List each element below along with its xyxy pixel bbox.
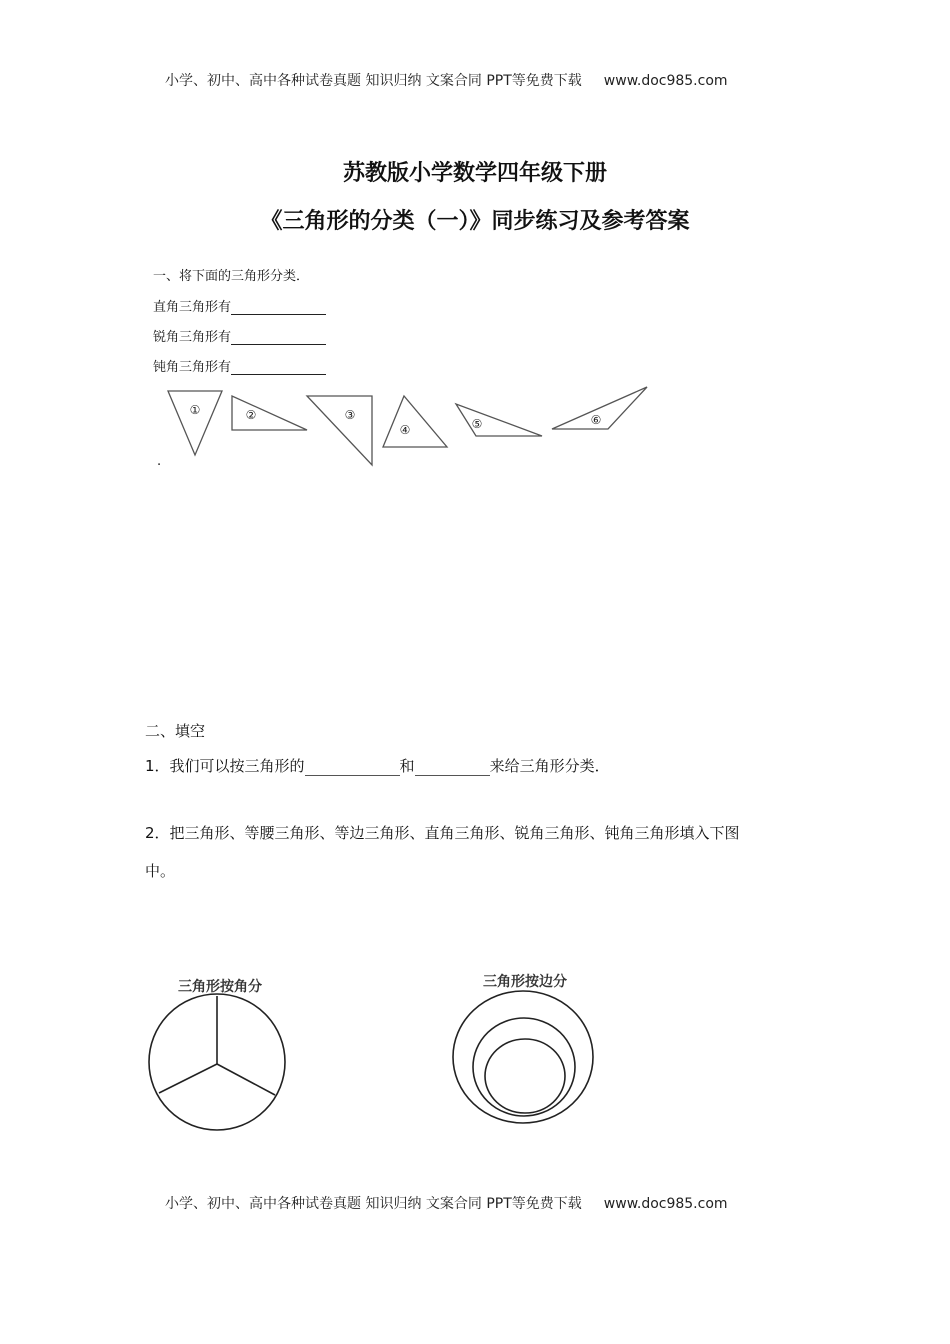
q1-text: 和 xyxy=(399,757,415,775)
question-2-line-1: 2．把三角形、等腰三角形、等边三角形、直角三角形、锐角三角形、钝角三角形填入下图 xyxy=(145,824,740,842)
inner-ellipse xyxy=(485,1039,565,1113)
footer-site: www.doc985.com xyxy=(603,1196,728,1212)
q1-text: 1．我们可以按三角形的 xyxy=(145,757,305,775)
triangle-label: ③ xyxy=(344,408,356,422)
footer-text: 小学、初中、高中各种试卷真题 知识归纳 文案合同 PPT等免费下载 xyxy=(165,1196,582,1212)
triangle-2 xyxy=(232,396,307,430)
page-footer xyxy=(165,1193,728,1213)
title-line-2: 《三角形的分类（一）》同步练习及参考答案 xyxy=(260,209,690,234)
triangle-label: ① xyxy=(189,403,201,417)
triangle-4 xyxy=(383,396,447,447)
row-label: 直角三角形有 xyxy=(153,300,232,315)
header-site: www.doc985.com xyxy=(603,73,728,89)
triangle-1 xyxy=(168,391,222,455)
triangle-label: ② xyxy=(245,408,257,422)
header-text: 小学、初中、高中各种试卷真题 知识归纳 文案合同 PPT等免费下载 xyxy=(165,73,582,89)
q1-text: 来给三角形分类． xyxy=(489,757,610,775)
row-label: 锐角三角形有 xyxy=(153,330,232,345)
stray-dot: . xyxy=(157,454,162,469)
triangle-5 xyxy=(456,404,542,436)
part2-heading: 二、填空 xyxy=(145,722,206,740)
diagram-right-label: 三角形按边分 xyxy=(483,974,567,990)
part1-heading: 一、将下面的三角形分类． xyxy=(153,269,310,284)
triangle-3 xyxy=(307,396,372,465)
divider-line xyxy=(217,1064,275,1095)
diagram-left-label: 三角形按角分 xyxy=(178,979,262,995)
triangle-label: ⑥ xyxy=(590,413,602,427)
title-line-1: 苏教版小学数学四年级下册 xyxy=(342,161,607,186)
divider-line xyxy=(159,1064,217,1093)
question-1 xyxy=(145,755,610,776)
row-label: 钝角三角形有 xyxy=(153,360,232,375)
triangle-label: ④ xyxy=(399,423,411,437)
q1-blank-1[interactable] xyxy=(305,761,400,776)
middle-ellipse xyxy=(473,1018,575,1116)
triangle-label: ⑤ xyxy=(471,417,483,431)
question-2-line-2: 中。 xyxy=(145,862,176,880)
q1-blank-2[interactable] xyxy=(415,761,490,776)
